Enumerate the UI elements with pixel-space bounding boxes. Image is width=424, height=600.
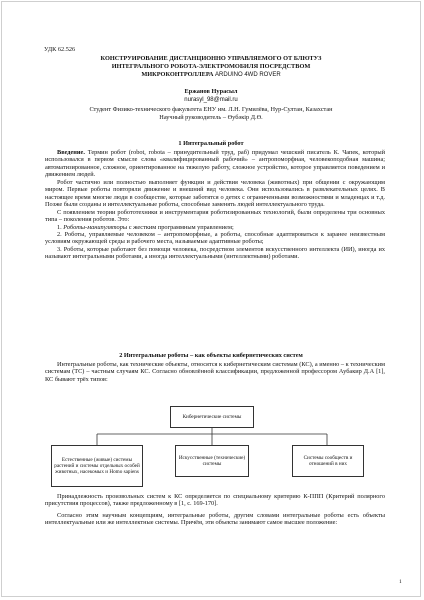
diagram-box-community-systems: [292, 445, 364, 477]
page-number: 1: [399, 579, 402, 585]
document-page: [1, 1, 421, 597]
author-email: nurasyl_98@mail.ru: [184, 97, 238, 103]
diagram-box-cybernetic-systems-label: Кибернетические системы: [182, 414, 242, 420]
author-affiliation: Студент Физико-технического факультета ЕНУ им. Л.Н. Гумилёва, Нур-Султан, Казахстан: [89, 106, 333, 113]
list-item-2: 2. Роботы, управляемые человеком – антропоморфные, а роботы, способные адаптироваться к заранее неизвестным условиям окружающей среды и рабочего места, называемые адаптивные роботы;: [45, 230, 385, 246]
list-item-1-term: Роботы-манипуляторы: [63, 223, 128, 231]
author-name: Ержанов Нурасыл: [184, 88, 238, 95]
title-line-2: ИНТЕГРАЛЬНОГО РОБОТА-ЭЛЕКТРОМОБИЛЯ ПОСРЕДСТВОМ: [111, 63, 311, 70]
supervisor: Научный руководитель – Өубәкір Д.Ө.: [159, 114, 263, 121]
list-item-1-number: 1.: [57, 223, 64, 231]
diagram-box-artificial-systems-label: Искусственные (технические) системы: [178, 455, 246, 467]
paragraph-robot-generations: С появлением теории робототехники и инструментария роботизированных технологий, были определены три основных типа – поколения роботов. Это:: [45, 208, 385, 224]
diagram-box-natural-systems: [51, 445, 143, 487]
title-line-1: КОНСТРУИРОВАНИЕ ДИСТАНЦИОННО УПРАВЛЯЕМОГО ОТ БЛЮТУЗ: [100, 55, 322, 62]
diagram-box-natural-systems-label: Естественные (живые) системы растений и системы отдельных особей животных, насекомых и Homo sapiens: [54, 457, 140, 475]
list-item-3: 3. Роботы, которые работают без помощи человека, посредством элементов искусственного интеллекта (ИИ), иногда их называют интегральными роботами, а иногда интеллектуальными (интеллектными) роботами.: [45, 245, 385, 261]
paragraph-criterion: Принадлежность произвольных систем к КС определяется по специальному критерию К-ППП (Критерий полярного присутствия процессов), также предложенному в [1, с. 169-170].: [45, 493, 385, 508]
udk-code: УДК 62.526: [44, 46, 76, 53]
title-line-3-main: МИКРОКОНТРОЛЛЕРА: [141, 71, 214, 78]
diagram-box-cybernetic-systems: [170, 406, 254, 428]
diagram-box-artificial-systems: [175, 445, 249, 477]
intro-lead: Введение.: [57, 149, 85, 156]
section-1-heading: 1 Интегральный робот: [178, 140, 244, 147]
paragraph-integral-robots: Согласно этим научным концепциям, интегральные роботы, другим словами интегральные роботы есть объекты интеллектуальные или же интеллектные системы. Причём, эти объекты занимают самое высшее положение:: [45, 511, 385, 527]
section-2-body: [45, 493, 385, 527]
title-arduino: ARDUINO 4WD ROVER: [215, 72, 281, 78]
list-item-1-text: с жестким программным управлением;: [127, 223, 234, 231]
paragraph-robot-functions: Робот частично или полностью выполняет функции и действия человека (животных) при общении с окружающим миром. Первые роботы повторяли движение и внешний вид человека. Они использовались в развлекательных целях. В настоящее время многие люди в сообществе, которые заботятся о детях с ограниченными возможностями и младенцах и т.д. Позже были созданы и интеллектуальные роботы, способные заменять людей интеллектуального труда.: [45, 178, 385, 209]
diagram-box-community-systems-label: Системы сообществ и отношений в них: [303, 455, 353, 467]
paragraph-cybernetic-systems: Интегральные роботы, как технические объекты, относятся к кибернетическим системам (КС), а именно – к техническим системам (ТС) – частным случаям КС. Согласно обновлённой классификации, предложенной профессором Аубакир Д.А [1], КС бывают трёх типов:: [45, 361, 385, 383]
intro-text: Термин робот (robot, robota – принудительный труд, раб) придумал чешский писатель К. Чапек, который использовался в первом смысле слова «квалифицированный рабочий» – антропоморфная, человекоподобная машина; автоматизированное, сложное, ориентированное на тяжелую работу, сложное устройство, которое управляется поведением и движением людей.: [45, 149, 385, 179]
section-2-heading: 2 Интегральные роботы – как объекты кибернетических систем: [119, 352, 303, 359]
